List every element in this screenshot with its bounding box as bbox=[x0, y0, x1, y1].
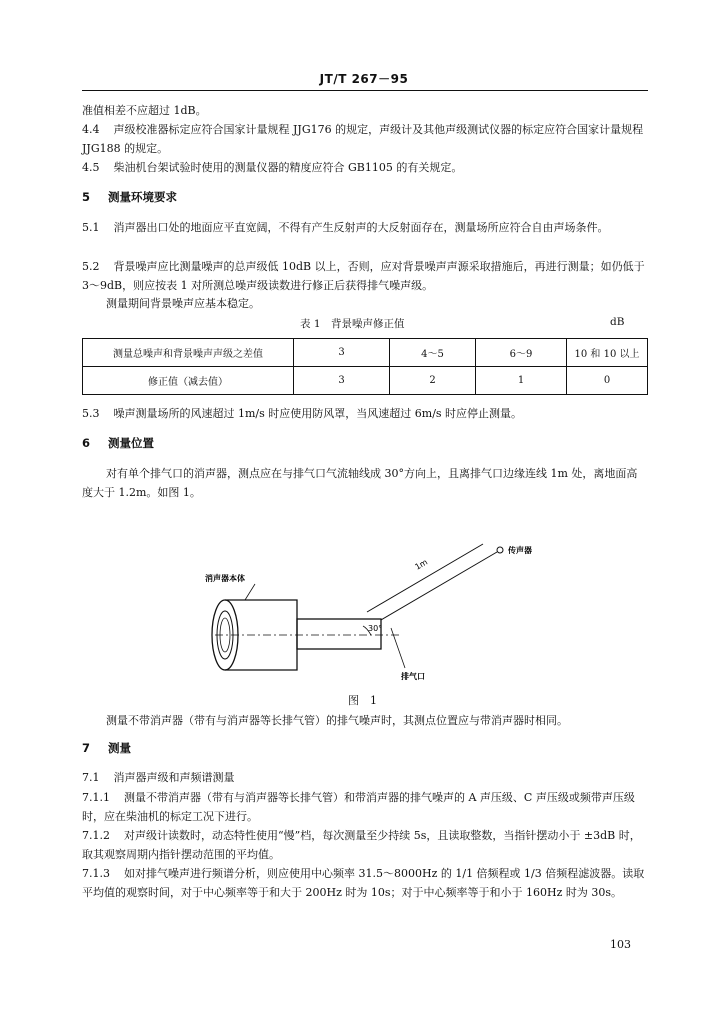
section-5-heading: 5 测量环境要求 bbox=[82, 190, 178, 204]
measurement-line-a bbox=[381, 552, 497, 620]
table-cell: 0 bbox=[567, 367, 648, 395]
table-cell: 6～9 bbox=[476, 339, 567, 367]
table-cell: 4～5 bbox=[390, 339, 476, 367]
paragraph-4-5: 4.5 柴油机台架试验时使用的测量仪器的精度应符合 GB1105 的有关规定。 bbox=[82, 161, 463, 174]
label-microphone: 传声器 bbox=[508, 546, 532, 555]
table-cell: 3 bbox=[294, 367, 390, 395]
paragraph-5-2-note: 测量期间背景噪声应基本稳定。 bbox=[106, 297, 260, 310]
figure-caption: 图 1 bbox=[348, 694, 377, 707]
table-unit: dB bbox=[610, 316, 625, 328]
table-cell: 3 bbox=[294, 339, 390, 367]
table-cell: 2 bbox=[390, 367, 476, 395]
paragraph-7-1-3: 7.1.3 如对排气噪声进行频谱分析，则应使用中心频率 31.5～8000Hz 的 1/1 倍频程或 1/3 倍频程滤波器。读取平均值的观察时间，对于中心频率等于和大于 200Hz 时为 10s；对于中心频率等于和小于 160Hz 时为 30s。 bbox=[82, 867, 645, 899]
section-7-heading: 7 测量 bbox=[82, 741, 132, 755]
body-leader-line bbox=[245, 584, 255, 600]
table-title: 表 1 背景噪声修正值 bbox=[300, 318, 405, 330]
table-cell: 测量总噪声和背景噪声声级之差值 bbox=[83, 339, 294, 367]
table-cell: 10 和 10 以上 bbox=[567, 339, 648, 367]
table-row bbox=[83, 367, 648, 395]
label-muffler-body: 消声器本体 bbox=[205, 574, 245, 583]
paragraph-6-note: 测量不带消声器（带有与消声器等长排气管）的排气噪声时，其测点位置应与带消声器时相同。 bbox=[106, 714, 568, 727]
paragraph-7-1-2: 7.1.2 对声级计读数时，动态特性使用“慢”档，每次测量至少持续 5s，且读取整数，当指针摆动小于 ±3dB 时，取其观察周期内指针摆动范围的平均值。 bbox=[82, 829, 641, 861]
paragraph-5-1: 5.1 消声器出口处的地面应平直宽阔，不得有产生反射声的大反射面存在，测量场所应符合自由声场条件。 bbox=[82, 221, 609, 234]
paragraph-6: 对有单个排气口的消声器，测点应在与排气口气流轴线成 30°方向上，且离排气口边缘连线 1m 处，离地面高度大于 1.2m。如图 1。 bbox=[82, 467, 638, 499]
paragraph-5-3: 5.3 噪声测量场所的风速超过 1m/s 时应使用防风罩，当风速超过 6m/s 时应停止测量。 bbox=[82, 407, 523, 420]
paragraph-continued: 准值相差不应超过 1dB。 bbox=[82, 104, 207, 117]
paragraph-4-4: 4.4 声级校准器标定应符合国家计量规程 JJG176 的规定，声级计及其他声级测试仪器的标定应符合国家计量规程 JJG188 的规定。 bbox=[82, 123, 644, 155]
table-cell: 修正值（减去值） bbox=[83, 367, 294, 395]
page-number: 103 bbox=[610, 938, 631, 951]
paragraph-7-1-1: 7.1.1 测量不带消声器（带有与消声器等长排气管）和带消声器的排气噪声的 A 声压级、C 声压级或频带声压级时，应在柴油机的标定工况下进行。 bbox=[82, 791, 635, 823]
paragraph-5-2: 5.2 背景噪声应比测量噪声的总声级低 10dB 以上，否则，应对背景噪声声源采取措施后，再进行测量；如仍低于 3～9dB，则应按表 1 对所测总噪声级读数进行修正后获得排气噪声级。 bbox=[82, 260, 645, 292]
document-code-header: JT/T 267－95 bbox=[319, 72, 409, 86]
label-angle: 30° bbox=[368, 624, 383, 633]
label-distance: 1m bbox=[413, 557, 430, 572]
table-row bbox=[83, 339, 648, 367]
background-noise-table bbox=[82, 338, 648, 395]
header-rule bbox=[82, 90, 648, 91]
figure-1-diagram bbox=[195, 528, 565, 693]
paragraph-7-1: 7.1 消声器声级和声频谱测量 bbox=[82, 771, 235, 784]
label-exhaust-outlet: 排气口 bbox=[401, 672, 425, 681]
outlet-leader-line bbox=[391, 628, 405, 668]
table-cell: 1 bbox=[476, 367, 567, 395]
microphone-icon bbox=[497, 547, 503, 553]
section-6-heading: 6 测量位置 bbox=[82, 436, 155, 450]
measurement-line-b bbox=[367, 544, 483, 612]
